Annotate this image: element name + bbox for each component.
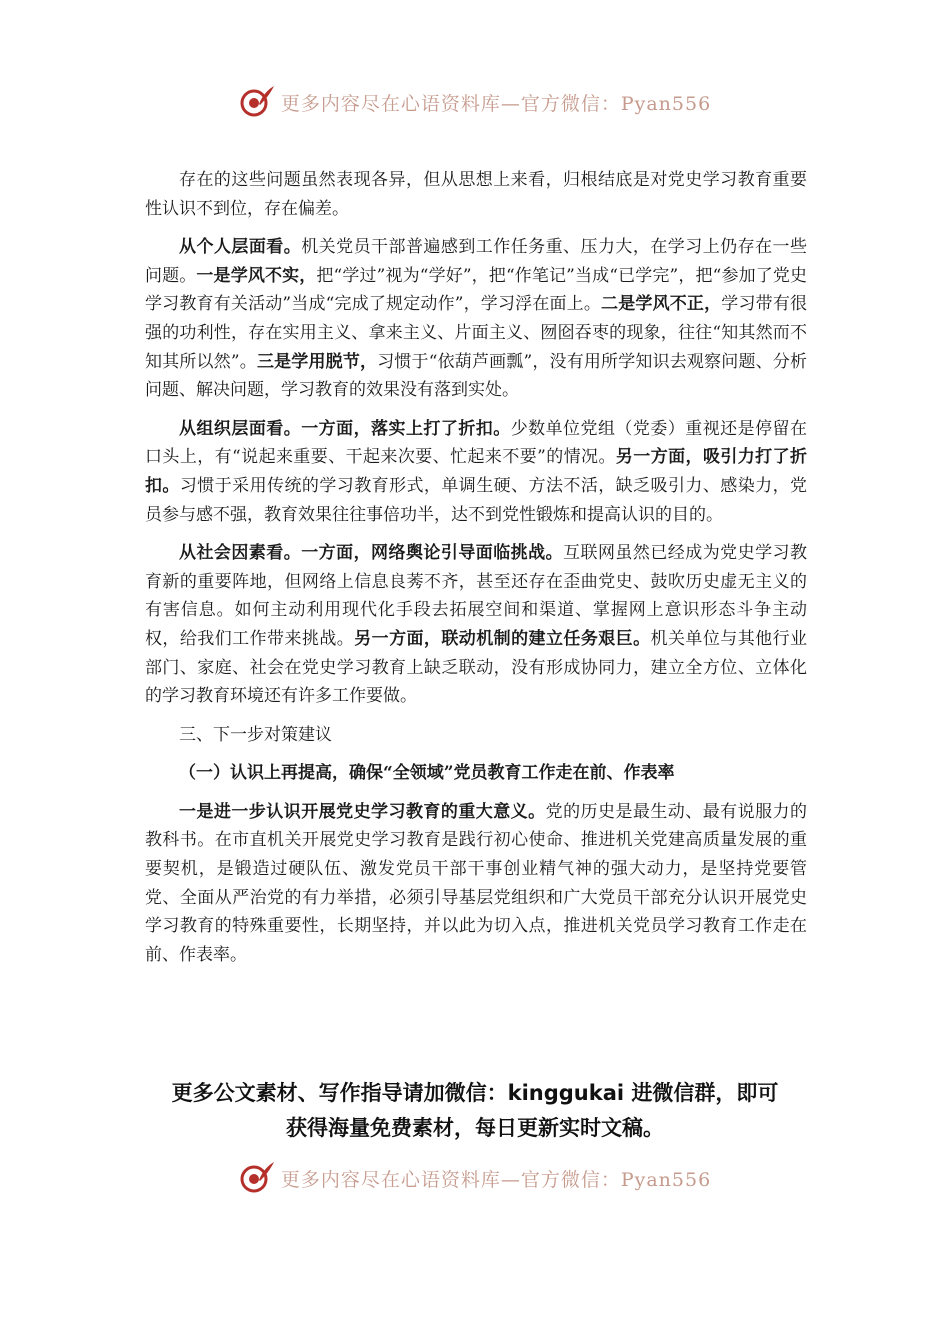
paragraph-text: 党的历史是最生动、最有说服力的教科书。在市直机关开展党史学习教育是践行初心使命、推进机关党建高质量发展的重要契机，是锻造过硬队伍、激发党员干部干事创业精气神的强大动力，是坚持党要管党、全面从严治党的有力举措，必须引导基层党组织和广大党员干部充分认识开展党史学习教育的特殊重要性，长期坚持，并以此为切入点，推进机关党员学习教育工作走在前、作表率。	[145, 801, 808, 965]
document-body	[145, 166, 807, 979]
bold-run: 另一方面，吸引力打了折扣。	[145, 447, 807, 496]
banner-text: 更多内容尽在心语资料库—官方微信：Pyan556	[280, 92, 712, 115]
text-run: 机关党员干部普遍感到工作任务重、压力大，在学习上仍存在一些问题。	[145, 237, 808, 286]
bold-run: 另一方面，联动机制的建立任务艰巨。	[354, 628, 651, 649]
bold-run: 二是学风不正，	[601, 294, 722, 315]
bold-lead: 一是进一步认识开展党史学习教育的重大意义。	[179, 801, 546, 822]
promo-line-1: 更多公文素材、写作指导请加微信：kinggukai 进微信群，即可	[171, 1081, 779, 1105]
paragraph	[145, 798, 807, 970]
bold-run: 一是学风不实，	[196, 265, 317, 286]
footer-banner	[0, 1156, 950, 1200]
quill-logo-icon	[239, 1160, 275, 1196]
bold-run: 从个人层面看。	[179, 237, 302, 258]
text-run: 把“学过”视为“学好”，把“作笔记”当成“已学完”，把“参加了党史学习教育有关活动”当成“完成了规定动作”，学习浮在面上。	[145, 265, 808, 315]
promo-line-2: 获得海量免费素材，每日更新实时文稿。	[286, 1116, 664, 1140]
quill-logo-icon	[239, 84, 275, 120]
paragraph	[145, 166, 807, 223]
bold-run: 从社会因素看。一方面，网络舆论引导面临挑战。	[179, 543, 564, 564]
banner-text: 更多内容尽在心语资料库—官方微信：Pyan556	[280, 1168, 712, 1191]
paragraph	[145, 415, 807, 529]
header-banner	[0, 80, 950, 124]
text-run: 存在的这些问题虽然表现各异，但从思想上来看，归根结底是对党史学习教育重要性认识不到位，存在偏差。	[145, 170, 807, 219]
bold-run: 从组织层面看。一方面，落实上打了折扣。	[179, 418, 511, 439]
text-run: 少数单位党组（党委）重视还是停留在口头上，有“说起来重要、干起来次要、忙起来不要”的情况。	[145, 418, 808, 468]
text-run: 互联网虽然已经成为党史学习教育新的重要阵地，但网络上信息良莠不齐，甚至还存在歪曲党史、鼓吹历史虚无主义的有害信息。如何主动利用现代化手段去拓展空间和渠道、掌握网上意识形态斗争主动权，给我们工作带来挑战。	[145, 543, 808, 649]
subsection-heading: （一）认识上再提高，确保“全领域”党员教育工作走在前、作表率	[179, 763, 675, 784]
paragraph	[145, 539, 807, 711]
paragraph	[145, 233, 807, 405]
text-run: 机关单位与其他行业部门、家庭、社会在党史学习教育上缺乏联动，没有形成协同力，建立全方位、立体化的学习教育环境还有许多工作要做。	[145, 628, 808, 707]
bold-run: 三是学用脱节，	[256, 351, 378, 372]
section-heading: 三、下一步对策建议	[179, 724, 332, 745]
text-run: 习惯于采用传统的学习教育形式，单调生硬、方法不活，缺乏吸引力、感染力，党员参与感不强，教育效果往往事倍功半，达不到党性锻炼和提高认识的目的。	[145, 475, 808, 525]
text-run: 习惯于“依葫芦画瓢”，没有用所学知识去观察问题、分析问题、解决问题，学习教育的效果没有落到实处。	[145, 351, 807, 401]
promo-block	[120, 1076, 830, 1146]
text-run: 学习带有很强的功利性，存在实用主义、拿来主义、片面主义、囫囵吞枣的现象，往往“知其然而不知其所以然”。	[145, 294, 808, 372]
